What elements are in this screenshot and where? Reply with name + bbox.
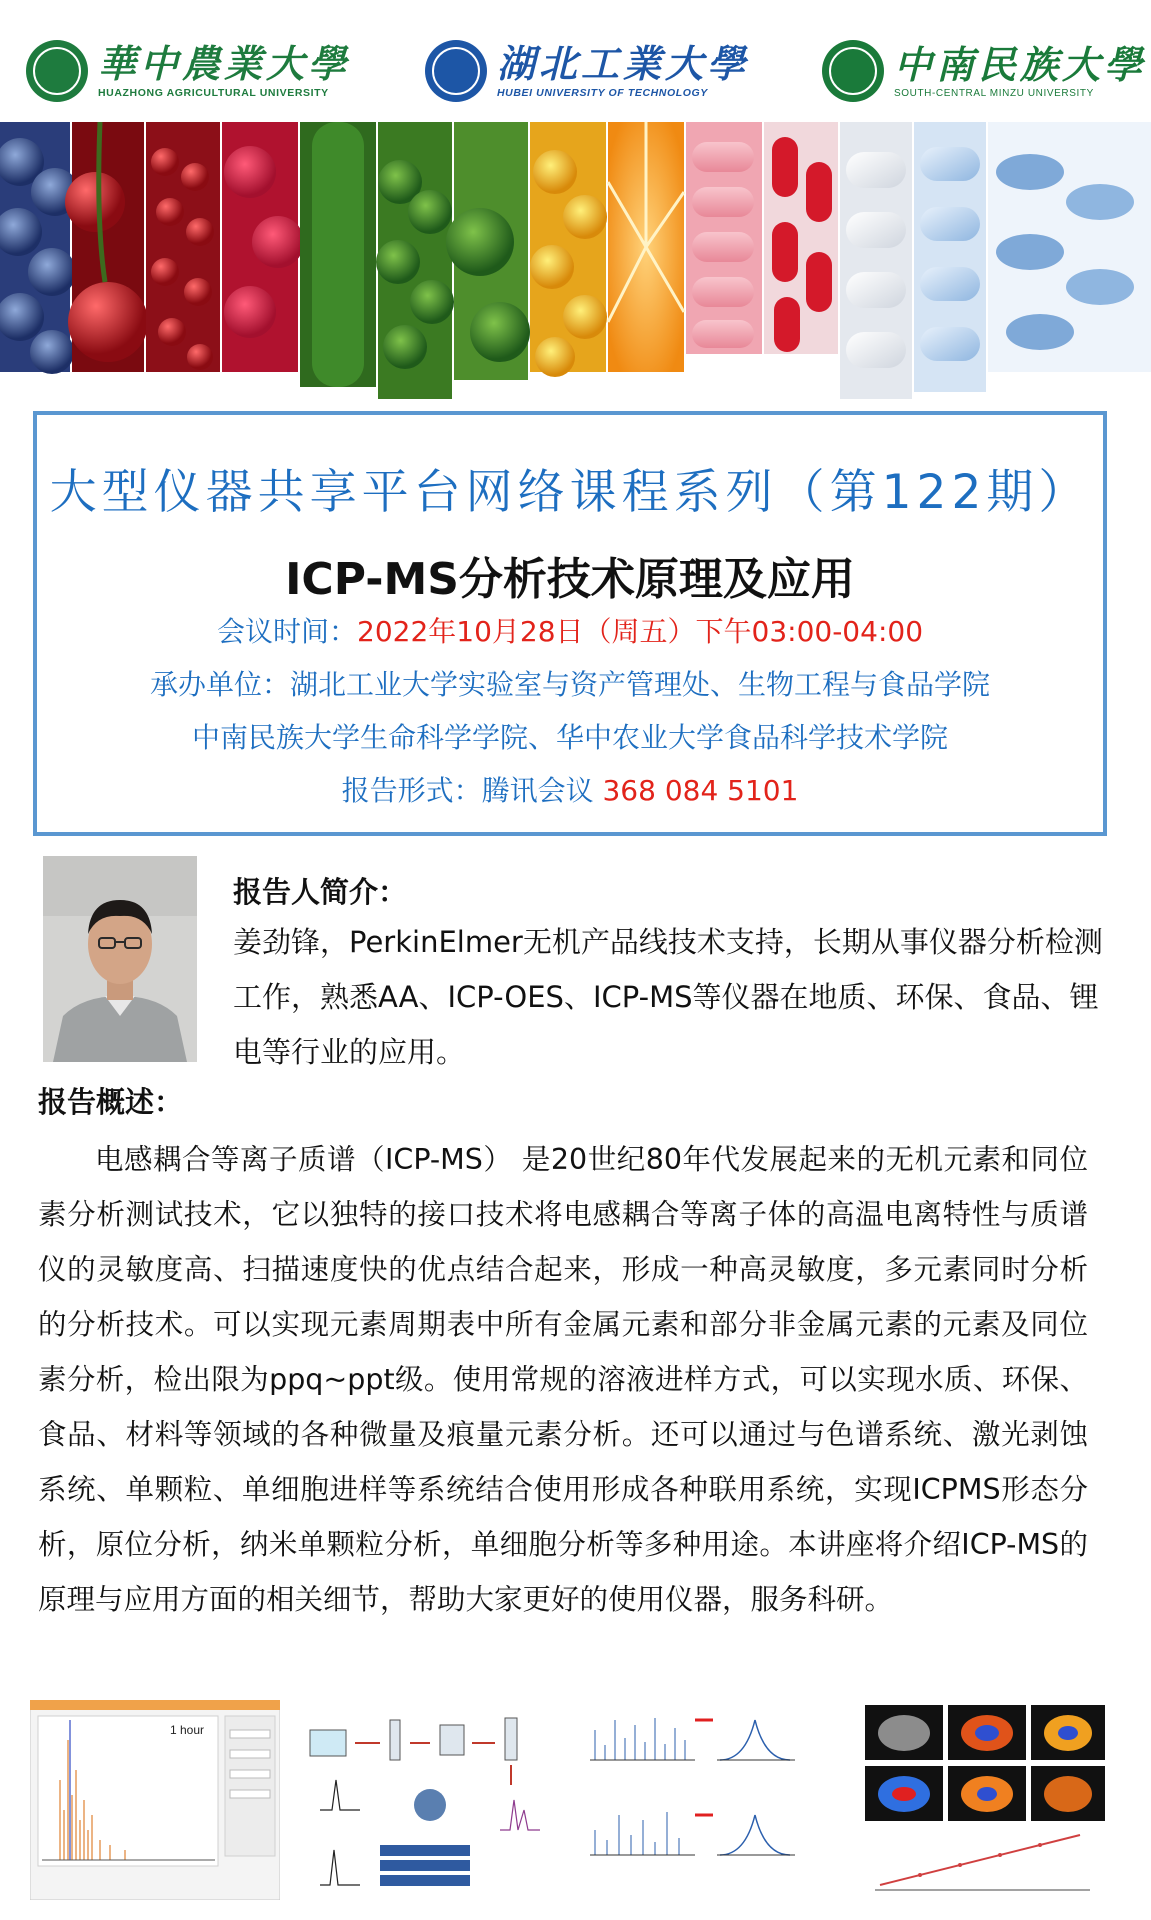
meeting-time-value: 2022年10月28日（周五）下午03:00-04:00 (357, 615, 924, 648)
speaker-heading: 报告人简介： (233, 875, 408, 909)
logo-name-en: SOUTH-CENTRAL MINZU UNIVERSITY (894, 87, 1094, 99)
workflow-schematic-figure (300, 1700, 570, 1900)
logo-name-cn: 華中農業大學 (98, 41, 351, 86)
logo-name-cn: 湖北工業大學 (497, 41, 750, 86)
speaker-bio: 姜劲锋，PerkinElmer无机产品线技术支持，长期从事仪器分析检测工作，熟悉AA、ICP-OES、ICP-MS等仪器在地质、环保、食品、锂电等行业的应用。 (233, 925, 1103, 1069)
logo-bar (0, 0, 1151, 120)
food-and-pills-banner (0, 122, 1151, 399)
university-seal-icon (26, 40, 88, 102)
host-units-1: 湖北工业大学实验室与资产管理处、生物工程与食品学院 (290, 668, 991, 701)
abstract-heading: 报告概述： (38, 1085, 184, 1119)
meeting-format (37, 769, 1103, 809)
hubei-university-of-technology-logo (425, 36, 749, 106)
university-seal-icon (425, 40, 487, 102)
logo-name-cn: 中南民族大學 (894, 41, 1147, 87)
format-label: 报告形式： (341, 774, 482, 807)
series-title: 大型仪器共享平台网络课程系列（第122期） (49, 465, 1091, 520)
logo-name-en: HUAZHONG AGRICULTURAL UNIVERSITY (98, 87, 329, 99)
university-seal-icon (822, 40, 884, 102)
host-units-line-1 (37, 663, 1103, 703)
speaker-photo (43, 856, 197, 1062)
south-central-minzu-university-logo (822, 36, 1146, 106)
spectrum-screenshot-figure (30, 1700, 280, 1900)
meeting-info-box (33, 411, 1107, 836)
abstract-body: 电感耦合等离子质谱（ICP-MS） 是20世纪80年代发展起来的无机元素和同位素分析测试技术，它以独特的接口技术将电感耦合等离子体的高温电离特性与质谱仪的灵敏度高、扫描速度快的优点结合起来，形成一种高灵敏度，多元素同时分析的分析技术。可以实现元素周期表中所有金属元素和部分非金属元素的元素及同位素分析，检出限为ppq~ppt级。使用常规的溶液进样方式，可以实现水质、环保、食品、材料等领域的各种微量及痕量元素分析。还可以通过与色谱系统、激光剥蚀系统、单颗粒、单细胞进样等系统结合使用形成各种联用系统，实现ICPMS形态分析，原位分析，纳米单颗粒分析，单细胞分析等多种用途。本讲座将介绍ICP-MS的原理与应用方面的相关细节，帮助大家更好的使用仪器，服务科研。 (38, 1143, 1088, 1616)
lecture-title: ICP-MS分析技术原理及应用 (285, 554, 855, 605)
meeting-id: 368 084 5101 (602, 774, 799, 807)
single-particle-plots-figure (585, 1700, 830, 1900)
meeting-time (37, 610, 1103, 650)
meeting-time-label: 会议时间： (216, 615, 357, 648)
huazhong-agricultural-university-logo (26, 36, 350, 106)
figure-1-label: 1 hour (170, 1723, 205, 1737)
logo-name-en: HUBEI UNIVERSITY OF TECHNOLOGY (497, 87, 708, 99)
format-value: 腾讯会议 (481, 774, 603, 807)
host-units-line-2: 中南民族大学生命科学学院、华中农业大学食品科学技术学院 (191, 721, 948, 754)
host-label: 承办单位： (149, 668, 290, 701)
elemental-imaging-figure (860, 1700, 1110, 1900)
